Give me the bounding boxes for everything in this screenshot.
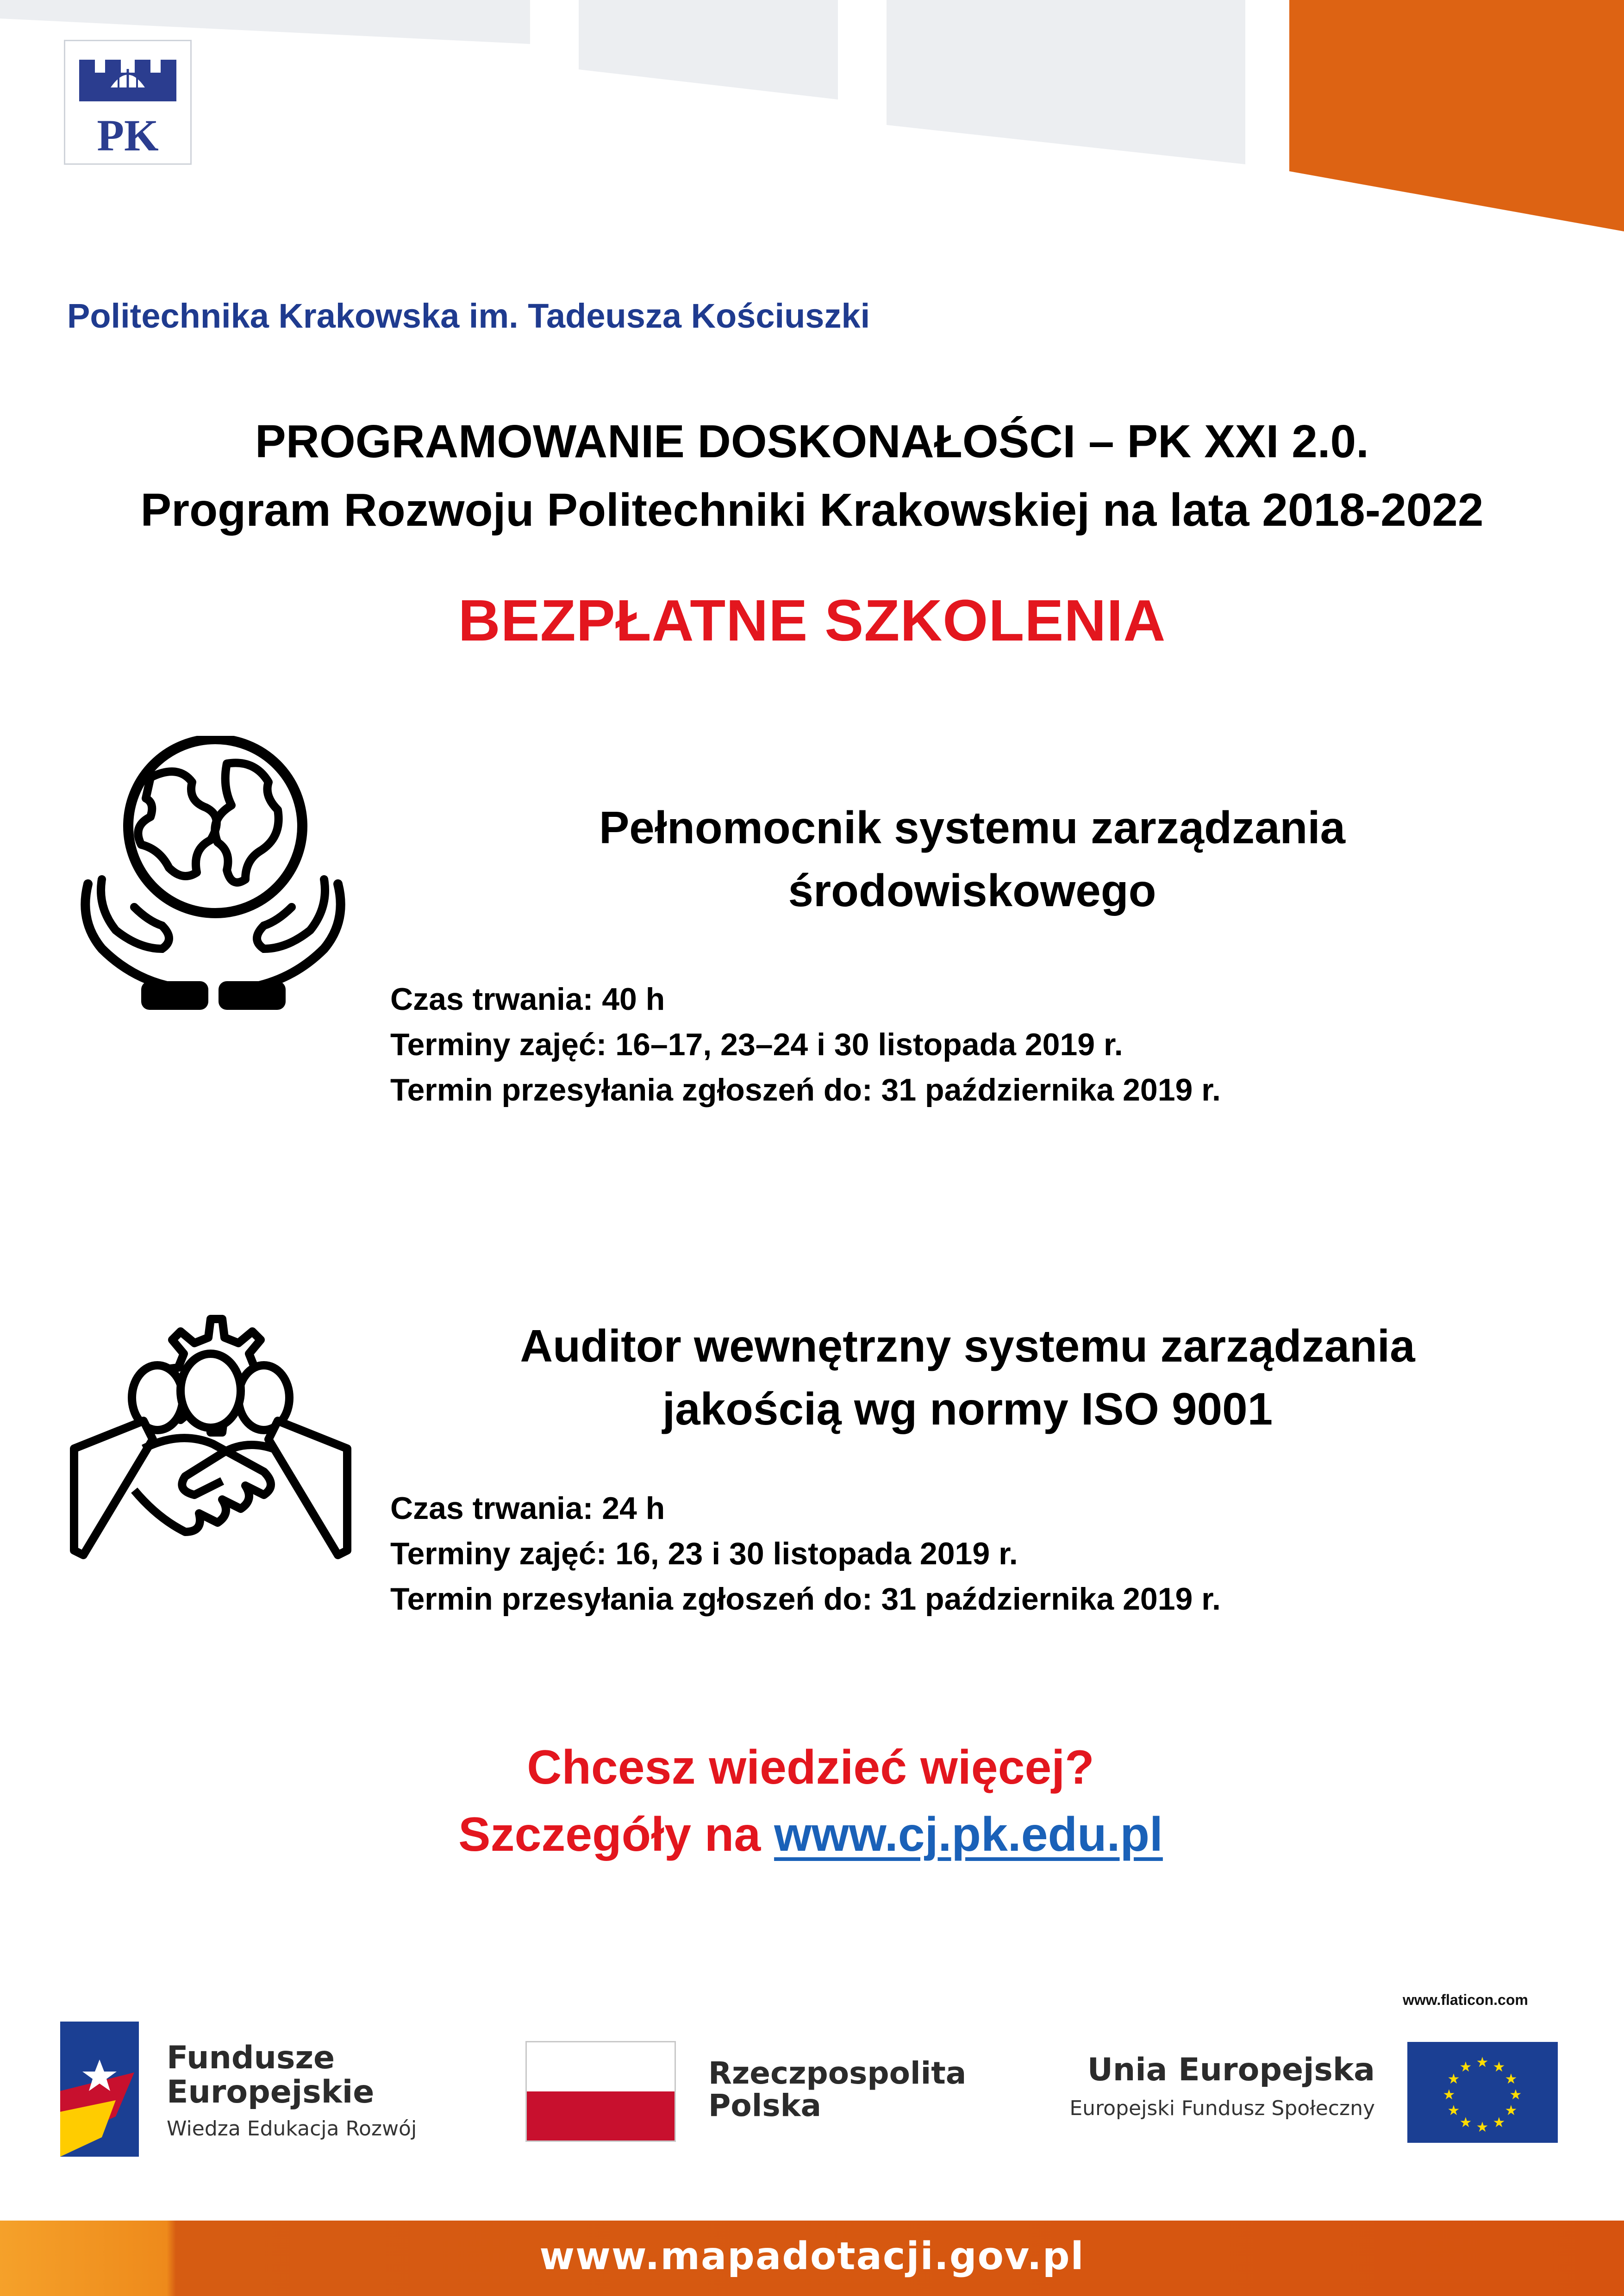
cta-question: Chcesz wiedzieć więcej? xyxy=(527,1741,1094,1794)
svg-text:★: ★ xyxy=(1505,2071,1518,2087)
ue-title: Unia Europejska xyxy=(1087,2052,1375,2088)
course-dates: Terminy zajęć: 16–17, 23–24 i 30 listopada 2019 r. xyxy=(390,1027,1123,1062)
course-details xyxy=(390,1486,1221,1622)
rzeczpospolita-polska-text xyxy=(708,2057,966,2122)
course-title-line2: jakością wg normy ISO 9001 xyxy=(662,1383,1273,1434)
svg-text:★: ★ xyxy=(1476,2119,1489,2135)
cta-details-prefix: Szczegóły na xyxy=(458,1808,775,1861)
globe-hands-icon xyxy=(74,736,352,1014)
rp-line1: Rzeczpospolita xyxy=(708,2055,967,2091)
team-handshake-icon xyxy=(69,1310,352,1587)
course-details xyxy=(390,977,1221,1113)
program-title xyxy=(0,407,1624,544)
svg-text:★: ★ xyxy=(1459,2115,1472,2131)
svg-text:★: ★ xyxy=(1459,2059,1472,2075)
ue-subtitle: Europejski Fundusz Społeczny xyxy=(1069,2097,1375,2120)
fe-title-line1: Fundusze xyxy=(167,2040,335,2076)
course-title xyxy=(463,796,1481,922)
rp-line2: Polska xyxy=(708,2088,822,2123)
eu-flag-icon xyxy=(1407,2042,1558,2143)
svg-text:★: ★ xyxy=(1443,2087,1455,2103)
svg-text:★: ★ xyxy=(1476,2054,1489,2071)
details-link[interactable]: www.cj.pk.edu.pl xyxy=(774,1808,1163,1861)
polish-flag-icon xyxy=(525,2041,676,2142)
cta-details xyxy=(0,1807,1623,1862)
course-duration: Czas trwania: 24 h xyxy=(390,1491,665,1526)
course-dates: Terminy zajęć: 16, 23 i 30 listopada 2019 r. xyxy=(390,1536,1018,1571)
university-name: Politechnika Krakowska im. Tadeusza Kościuszki xyxy=(67,297,870,335)
fe-subtitle: Wiedza Edukacja Rozwój xyxy=(167,2117,417,2140)
footer-url: www.mapadotacji.gov.pl xyxy=(539,2234,1085,2278)
icon-credits: www.flaticon.com xyxy=(1403,1991,1528,2008)
program-title-line1: PROGRAMOWANIE DOSKONAŁOŚCI – PK XXI 2.0. xyxy=(255,416,1369,467)
svg-text:★: ★ xyxy=(1447,2071,1460,2087)
fundusze-europejskie-text xyxy=(167,2041,417,2140)
course-title-line2: środowiskowego xyxy=(788,865,1156,916)
pk-logo xyxy=(64,40,192,165)
pk-logo-text: PK xyxy=(97,111,159,160)
fe-title-line2: Europejskie xyxy=(167,2074,375,2110)
program-title-line2: Program Rozwoju Politechniki Krakowskiej na lata 2018-2022 xyxy=(140,484,1484,536)
course-title-line1: Auditor wewnętrzny systemu zarządzania xyxy=(520,1320,1415,1371)
fundusze-europejskie-logo xyxy=(60,2022,139,2157)
svg-text:★: ★ xyxy=(1509,2087,1522,2103)
svg-text:★: ★ xyxy=(1493,2115,1505,2131)
headline: BEZPŁATNE SZKOLENIA xyxy=(458,588,1166,653)
course-deadline: Termin przesyłania zgłoszeń do: 31 października 2019 r. xyxy=(390,1581,1221,1617)
top-decoration xyxy=(0,0,1624,241)
svg-text:★: ★ xyxy=(1505,2103,1518,2119)
svg-text:★: ★ xyxy=(1447,2103,1460,2119)
course-duration: Czas trwania: 40 h xyxy=(390,982,665,1017)
course-deadline: Termin przesyłania zgłoszeń do: 31 października 2019 r. xyxy=(390,1072,1221,1108)
course-title-line1: Pełnomocnik systemu zarządzania xyxy=(599,802,1346,853)
course-title xyxy=(458,1314,1477,1440)
unia-europejska-text xyxy=(1046,2052,1375,2120)
svg-text:★: ★ xyxy=(1493,2059,1505,2075)
